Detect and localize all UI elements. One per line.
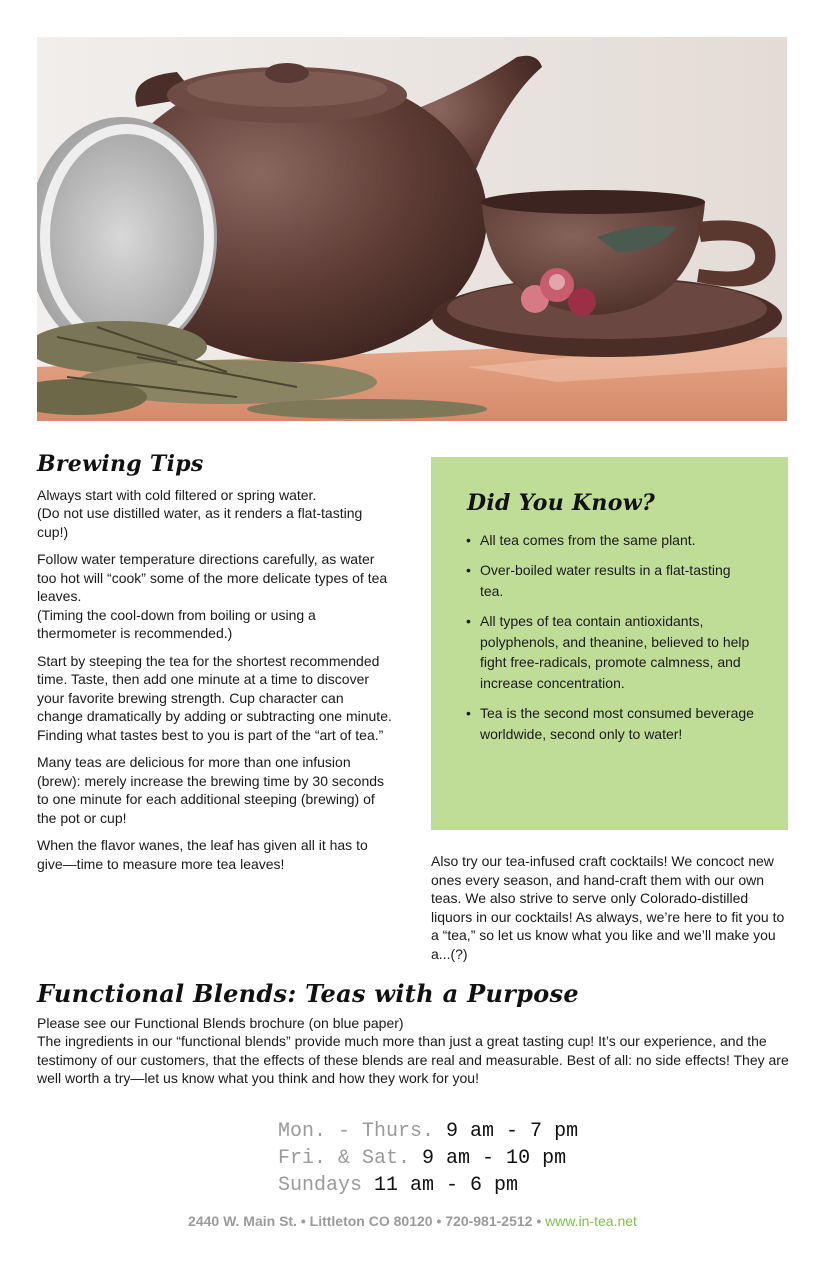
did-you-know-list (463, 530, 754, 745)
functional-blends-description: The ingredients in our “functional blends” provide much more than just a great tasting cup! It’s our experience, and the testimony of our customers, that the effects of these blends are real and measurable. Best of all: no side effects! They are well worth a try—let us know what you think and how they work for you! (37, 1033, 789, 1086)
list-item: • Over-boiled water results in a flat-tasting tea. (466, 562, 731, 599)
website-link[interactable]: www.in-tea.net (545, 1213, 637, 1229)
hours-row (278, 1118, 578, 1145)
did-you-know-box (431, 457, 788, 830)
store-hours (278, 1118, 578, 1199)
brewing-tip-flavor: When the flavor wanes, the leaf has given all it has to give—time to measure more tea leaves! (37, 837, 368, 872)
brewing-tip-temperature-note: (Timing the cool-down from boiling or using a thermometer is recommended.) (37, 606, 316, 641)
hours-row (278, 1172, 578, 1199)
teapot-illustration (37, 37, 787, 421)
list-item: • All tea comes from the same plant. (463, 530, 754, 551)
brewing-tip-water-note: (Do not use distilled water, as it renders a flat-tasting cup!) (37, 505, 363, 540)
bullet-icon: • (466, 562, 471, 578)
hours-day: Mon. - Thurs. (278, 1120, 435, 1143)
hours-time: 11 am - 6 pm (374, 1174, 519, 1197)
brewing-tips-title: Brewing Tips (37, 451, 204, 477)
bullet-icon: • (466, 613, 471, 629)
bullet-icon: • (466, 531, 471, 548)
brewing-tip-temperature: Follow water temperature directions carefully, as water too hot will “cook” some of the more delicate types of tea leaves. (37, 551, 388, 604)
footer-contact (0, 1213, 825, 1229)
brewing-tips-section (37, 451, 392, 882)
brewing-tip-steeping: Start by steeping the tea for the shortest recommended time. Taste, then add one minute at a time to discover your favorite brewing strength. Cup character can change dramatically by adding or subtracting one minute. Finding what tastes best to you is part of the “art of tea.” (37, 652, 392, 743)
functional-blends-section (37, 979, 792, 1088)
list-item: • Tea is the second most consumed beverage worldwide, second only to water! (466, 705, 754, 742)
did-you-know-title: Did You Know? (467, 490, 656, 516)
functional-blends-brochure-note: Please see our Functional Blends brochure (on blue paper) (37, 1014, 404, 1031)
brewing-tip-water: Always start with cold filtered or spring water. (37, 486, 317, 503)
footer-address: 2440 W. Main St. • Littleton CO 80120 • 720-981-2512 • (188, 1213, 546, 1229)
functional-blends-title: Functional Blends: Teas with a Purpose (37, 979, 579, 1008)
hero-photo (37, 37, 787, 421)
hours-day: Sundays (278, 1174, 363, 1197)
list-item: • All types of tea contain antioxidants, polyphenols, and theanine, believed to help fight free-radicals, promote calmness, and increase concentration. (466, 613, 750, 691)
hours-day: Fri. & Sat. (278, 1147, 411, 1170)
brewing-tip-infusions: Many teas are delicious for more than one infusion (brew): merely increase the brewing time by 30 seconds to one minute for each additional steeping (brewing) of the pot or cup! (37, 754, 385, 826)
cocktails-paragraph: Also try our tea-infused craft cocktails! We concoct new ones every season, and hand-craft them with our own teas. We also strive to serve only Colorado-distilled liquors in our cocktails! As always, we’re here to fit you to a “tea,” so let us know what you like and we’ll make you a...(?) (431, 853, 785, 962)
hours-time: 9 am - 10 pm (422, 1147, 567, 1170)
bullet-icon: • (466, 705, 471, 721)
hours-row (278, 1145, 578, 1172)
hours-time: 9 am - 7 pm (446, 1120, 579, 1143)
